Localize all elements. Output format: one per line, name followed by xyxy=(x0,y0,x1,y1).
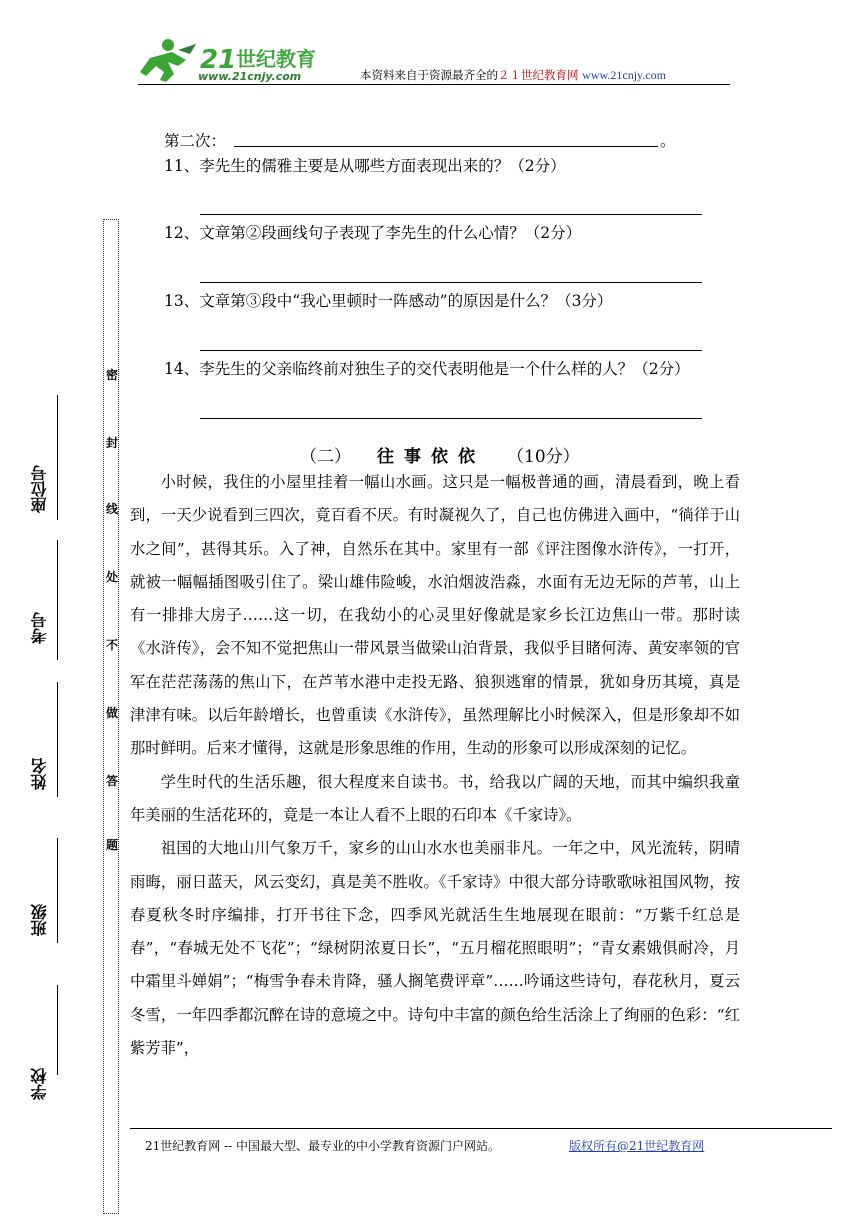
copyright-link[interactable]: 版权所有@21世纪教育网 xyxy=(569,1139,705,1153)
school-field[interactable] xyxy=(57,985,58,1075)
header-brand: ２１世纪教育网 xyxy=(498,68,579,82)
binding-char: 答 xyxy=(105,774,118,788)
exam-number-field[interactable] xyxy=(57,540,58,660)
section-number: （二） xyxy=(300,447,351,467)
school-label: 学校 xyxy=(30,1068,49,1100)
binding-char: 封 xyxy=(105,436,118,450)
binding-char: 做 xyxy=(105,706,118,720)
header-note-prefix: 本资料来自于资源最齐全的 xyxy=(360,68,498,82)
footer-text: 21世纪教育网 -- 中国最大型、最专业的中小学教育资源门户网站。 xyxy=(145,1139,501,1153)
binding-char: 密 xyxy=(105,368,118,382)
q10-answer-line[interactable] xyxy=(234,146,658,147)
name-field[interactable] xyxy=(57,682,58,797)
binding-char: 不 xyxy=(105,638,118,652)
header-rule xyxy=(138,84,730,85)
class-label: 班级 xyxy=(30,904,49,936)
section-name: 往事依依 xyxy=(377,447,485,467)
seat-number-field[interactable] xyxy=(57,395,58,520)
q11-answer-line[interactable] xyxy=(200,214,702,215)
header-url[interactable]: www.21cnjy.com xyxy=(582,68,666,82)
svg-text:www.21cnjy.com: www.21cnjy.com xyxy=(198,70,302,83)
footer-rule xyxy=(130,1128,832,1129)
passage-paragraph-3: 祖国的大地山川气象万千，家乡的山山水水也美丽非凡。一年之中，风光流转，阴晴雨晦，丽日蓝天，风云变幻，真是美不胜收。《千家诗》中很大部分诗歌歌咏祖国风物，按春夏秋冬时序编排，打开书往下念，四季风光就活生生地展现在眼前：“万紫千红总是春”，“春城无处不飞花”；“绿树阴浓夏日长”，“五月榴花照眼明”；“青女素娥俱耐冷，月中霜里斗婵娟”；“梅雪争春未肯降，骚人搁笔费评章”……吟诵这些诗句，春花秋月，夏云冬雪，一年四季都沉醉在诗的意境之中。诗句中丰富的颜色给生活涂上了绚丽的色彩：“红紫芳菲”， xyxy=(130,839,740,1058)
running-man-icon xyxy=(138,36,348,86)
class-field[interactable] xyxy=(57,838,58,943)
question-11: 11、李先生的儒雅主要是从哪些方面表现出来的？（2分） xyxy=(164,157,566,175)
name-label: 姓名 xyxy=(30,758,49,790)
section-title xyxy=(300,442,580,467)
site-logo xyxy=(138,36,348,86)
q13-answer-line[interactable] xyxy=(200,350,702,351)
exam-number-label: 考号 xyxy=(30,612,49,644)
question-14: 14、李先生的父亲临终前对独生子的交代表明他是一个什么样的人？（2分） xyxy=(164,360,690,378)
question-12: 12、文章第②段画线句子表现了李先生的什么心情？（2分） xyxy=(164,224,582,242)
reading-passage xyxy=(130,466,740,1065)
binding-char: 处 xyxy=(105,570,118,584)
svg-text:世纪教育: 世纪教育 xyxy=(236,47,316,71)
question-13: 13、文章第③段中“我心里顿时一阵感动”的原因是什么？（3分） xyxy=(164,292,613,310)
q12-answer-line[interactable] xyxy=(200,282,702,283)
passage-paragraph-1: 小时候，我住的小屋里挂着一幅山水画。这只是一幅极普通的画，清晨看到，晚上看到，一天少说看到三四次，竟百看不厌。有时凝视久了，自己也仿佛进入画中，“徜徉于山水之间”，甚得其乐。入了神，自然乐在其中。家里有一部《评注图像水浒传》，一打开，就被一幅幅插图吸引住了。梁山雄伟险峻，水泊烟波浩淼，水面有无边无际的芦苇，山上有一排排大房子……这一切，在我幼小的心灵里好像就是家乡长江边焦山一带。那时读《水浒传》，会不知不觉把焦山一带风景当做梁山泊背景，我似乎目睹何涛、黄安率领的官军在茫茫荡荡的焦山下，在芦苇水港中走投无路、狼狈逃窜的情景，犹如身历其境，真是津津有味。以后年龄增长，也曾重读《水浒传》，虽然理解比小时候深入，但是形象却不如那时鲜明。后来才懂得，这就是形象思维的作用，生动的形象可以形成深刻的记忆。 xyxy=(130,473,740,758)
q10-second-label: 第二次： xyxy=(164,132,227,150)
header-note xyxy=(360,67,666,83)
q10-end-mark: 。 xyxy=(660,132,676,150)
svg-text:21: 21 xyxy=(200,45,237,75)
q14-answer-line[interactable] xyxy=(200,418,702,419)
seat-number-label: 座位号 xyxy=(30,465,49,513)
section-score: （10分） xyxy=(507,447,580,467)
binding-char: 线 xyxy=(105,502,118,516)
binding-char: 题 xyxy=(105,838,118,852)
passage-paragraph-2: 学生时代的生活乐趣，很大程度来自读书。书，给我以广阔的天地，而其中编织我童年美丽的生活花环的，竟是一本让人看不上眼的石印本《千家诗》。 xyxy=(130,772,740,824)
